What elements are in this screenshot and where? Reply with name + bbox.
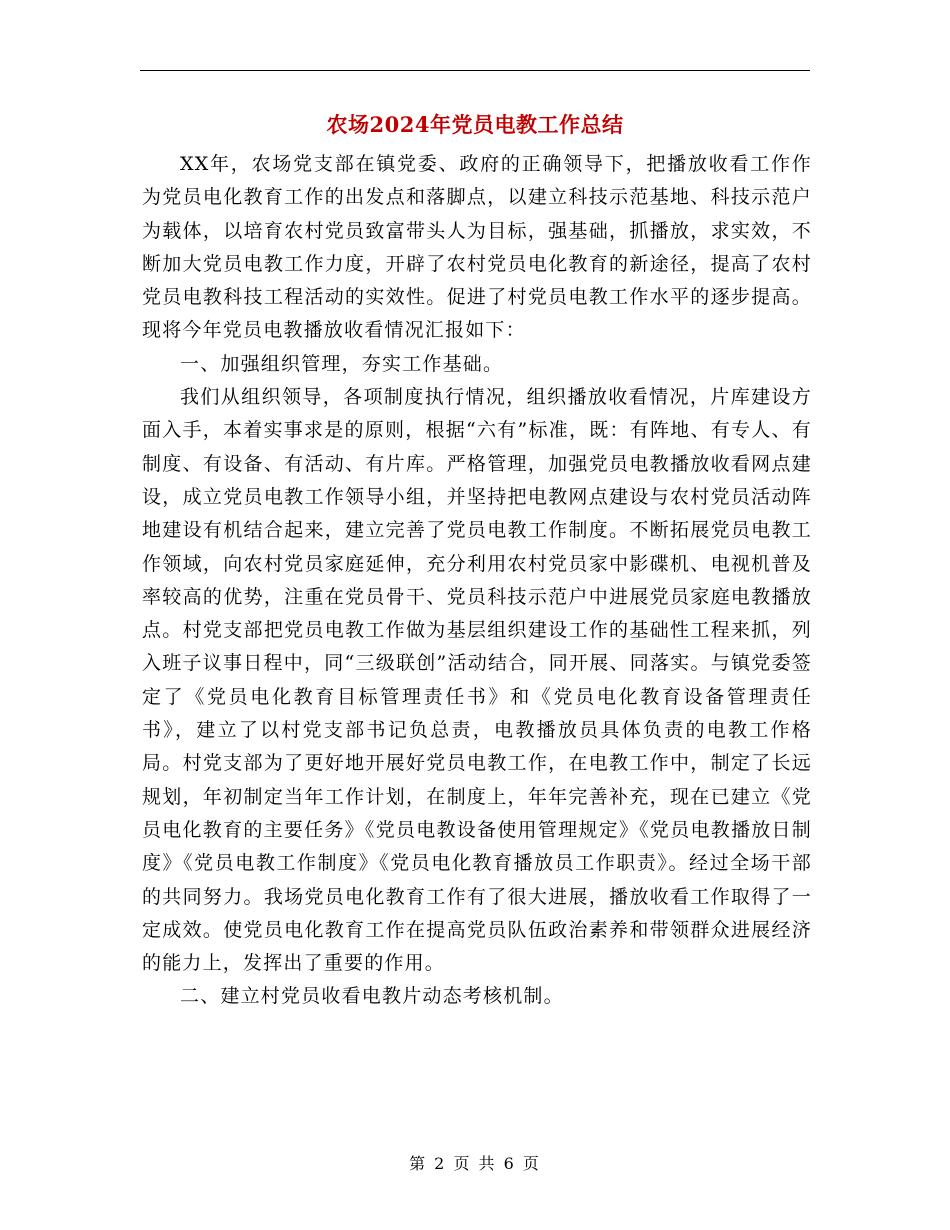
document-body xyxy=(142,148,812,1014)
paragraph-intro: XX年，农场党支部在镇党委、政府的正确领导下，把播放收看工作作为党员电化教育工作的出发点和落脚点，以建立科技示范基地、科技示范户为载体，以培育农村党员致富带头人为目标，强基础，抓播放，求实效，不断加大党员电教工作力度，开辟了农村党员电化教育的新途径，提高了农村党员电教科技工程活动的实效性。促进了村党员电教工作水平的逐步提高。现将今年党员电教播放收看情况汇报如下： xyxy=(142,153,812,342)
section-heading-1: 一、加强组织管理，夯实工作基础。 xyxy=(180,352,504,375)
header-rule xyxy=(140,70,810,71)
section-heading-2: 二、建立村党员收看电教片动态考核机制。 xyxy=(180,985,564,1008)
page-indicator: 第 2 页 共 6 页 xyxy=(409,1154,541,1173)
document-title: 农场2024年党员电教工作总结 xyxy=(326,112,624,137)
paragraph-section-1: 我们从组织领导，各项制度执行情况，组织播放收看情况，片库建设方面入手，本着实事求是的原则，根据“六有”标准，既：有阵地、有专人、有制度、有设备、有活动、有片库。严格管理，加强党员电教播放收看网点建设，成立党员电教工作领导小组，并坚持把电教网点建设与农村党员活动阵地建设有机结合起来，建立完善了党员电教工作制度。不断拓展党员电教工作领域，向农村党员家庭延伸，充分利用农村党员家中影碟机、电视机普及率较高的优势，注重在党员骨干、党员科技示范户中进展党员家庭电教播放点。村党支部把党员电教工作做为基层组织建设工作的基础性工程来抓，列入班子议事日程中，同“三级联创”活动结合，同开展、同落实。与镇党委签定了《党员电化教育目标管理责任书》和《党员电化教育设备管理责任书》，建立了以村党支部书记负总责，电教播放员具体负责的电教工作格局。村党支部为了更好地开展好党员电教工作，在电教工作中，制定了长远规划，年初制定当年工作计划，在制度上，年年完善补充，现在已建立《党员电化教育的主要任务》《党员电教设备使用管理规定》《党员电教播放日制度》《党员电教工作制度》《党员电化教育播放员工作职责》。经过全场干部的共同努力。我场党员电化教育工作有了很大进展，播放收看工作取得了一定成效。使党员电化教育工作在提高党员队伍政治素养和带领群众进展经济的能力上，发挥出了重要的作用。 xyxy=(142,386,812,975)
